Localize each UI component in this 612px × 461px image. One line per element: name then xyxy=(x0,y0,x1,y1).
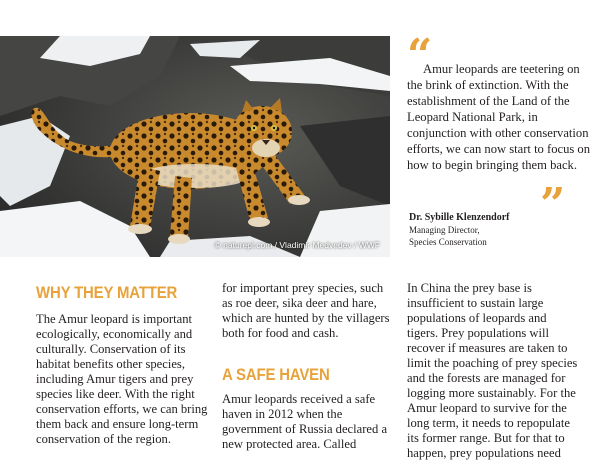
column-3 xyxy=(407,281,579,461)
attribution-name: Dr. Sybille Klenzendorf xyxy=(409,212,510,223)
leopard-illustration xyxy=(0,36,390,257)
heading-why-they-matter: WHY THEY MATTER xyxy=(36,283,178,302)
quote-text: Amur leopards are teetering on the brink of extinction. With the establishment of the Land of the Leopard National Park, in conjunction with other conservation efforts, we can now start to focus on how to begin bringing them back. xyxy=(407,62,591,172)
open-quote-icon: “ xyxy=(407,30,428,81)
attribution-role-line2: Species Conservation xyxy=(409,237,487,247)
attribution-role-line1: Managing Director, xyxy=(409,225,480,235)
quote-attribution xyxy=(409,212,589,248)
column-1 xyxy=(36,283,208,447)
column-2-paragraph-continued: for important prey species, such as roe deer, sika deer and hare, which are hunted by the villagers both for food and cash. xyxy=(222,281,390,340)
close-quote-icon: ” xyxy=(540,179,561,230)
photo-credit: © naturepl.com / Vladimir Medvedev / WWF xyxy=(214,240,380,250)
column-1-paragraph: The Amur leopard is important ecologically, economically and culturally. Conservation of its habitat benefits other species, including Amur tigers and prey species like deer. With the right conservation efforts, we can bring them back and ensure long-term conservation of the region. xyxy=(36,312,208,446)
column-2-paragraph: Amur leopards received a safe haven in 2012 when the government of Russia declared a new protected area. Called xyxy=(222,392,388,451)
heading-a-safe-haven: A SAFE HAVEN xyxy=(222,365,330,384)
leopard-photo xyxy=(0,36,390,257)
column-3-paragraph: In China the prey base is insufficient to sustain large populations of leopards and tigers. Prey populations will recover if measures are taken to limit the poaching of prey species and the forests are managed for logging more sustainably. For the Amur leopard to survive for the long term, it needs to repopulate its former range. But for that to happen, prey populations need xyxy=(407,281,578,460)
column-2 xyxy=(222,281,390,452)
